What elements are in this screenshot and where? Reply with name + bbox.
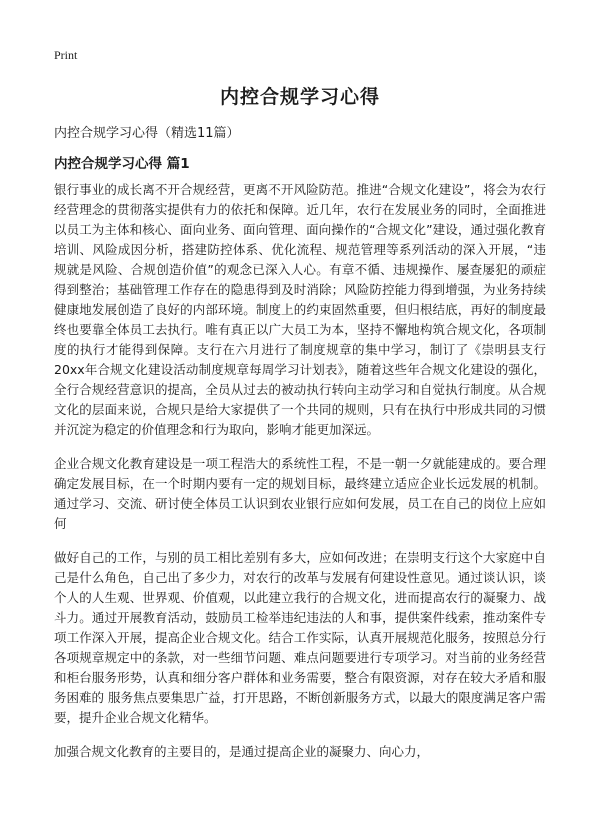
page-title: 内控合规学习心得	[219, 86, 380, 108]
paragraph: 加强合规文化教育的主要目的，是通过提高企业的凝聚力、向心力，	[54, 744, 430, 759]
section-heading: 内控合规学习心得 篇1	[54, 156, 190, 172]
paragraph: 银行事业的成长离不开合规经营，更离不开风险防范。推进“合规文化建设”，将会为农行经营理念的贯彻落实提供有力的依托和保障。近几年，农行在发展业务的同时，全面推进以员工为主体和核心、面向业务、面向管理、面向操作的“合规文化”建设，通过强化教育培训、风险成因分析，搭建防控体系、优化流程、规范管理等系列活动的深入开展，“违规就是风险、合规创造价值”的观念已深入人心。有章不循、违规操作、屡查屡犯的顽症得到整治；基础管理工作存在的隐患得到及时消除；风险防控能力得到增强，为业务持续健康地发展创造了良好的内部环境。制度上的约束固然重要，但归根结底，再好的制度最终也要靠全体员工去执行。唯有真正以广大员工为本，坚持不懈地构筑合规文化，各项制度的执行才能得到保障。支行在六月进行了制度规章的集中学习，制订了《崇明县支行20xx年合规文化建设活动制度规章每周学习计划表》，随着这些年合规文化建设的强化，全行合规经营意识的提高，全员从过去的被动执行转向主动学习和自觉执行制度。从合规文化的层面来说，合规只是给大家提供了一个共同的规则，只有在执行中形成共同的习惯并沉淀为稳定的价值理念和行为取向，影响才能更加深远。	[54, 182, 546, 437]
print-link[interactable]: Print	[54, 48, 78, 62]
article-body	[54, 180, 546, 776]
paragraph: 做好自己的工作，与别的员工相比差别有多大，应如何改进；在崇明支行这个大家庭中自己是什么角色，自己出了多少力，对农行的改革与发展有何建设性意见。通过谈认识，谈个人的人生观、世界观、价值观，以此建立我行的合规文化，进而提高农行的凝聚力、战斗力。通过开展教育活动，鼓励员工检举违纪违法的人和事，提供案件线索，推动案件专项工作深入开展，提高企业合规文化。结合工作实际，认真开展规范化服务，按照总分行各项规章规定中的条款，对一些细节问题、难点问题要进行专项学习。对当前的业务经营和柜台服务形势，认真和细分客户群体和业务需要，整合有限资源，对存在较大矛盾和服务困难的 服务焦点要集思广益，打开思路，不断创新服务方式，以最大的限度满足客户需要，提升企业合规文化精华。	[54, 550, 546, 725]
paragraph: 企业合规文化教育建设是一项工程浩大的系统性工程，不是一朝一夕就能建成的。要合理确定发展目标，在一个时期内要有一定的规划目标，最终建立适应企业长远发展的机制。通过学习、交流、研讨使全体员工认识到农业银行应如何发展，员工在自己的岗位上应如何	[54, 456, 546, 531]
document-subtitle: 内控合规学习心得（精选11篇）	[54, 126, 240, 141]
